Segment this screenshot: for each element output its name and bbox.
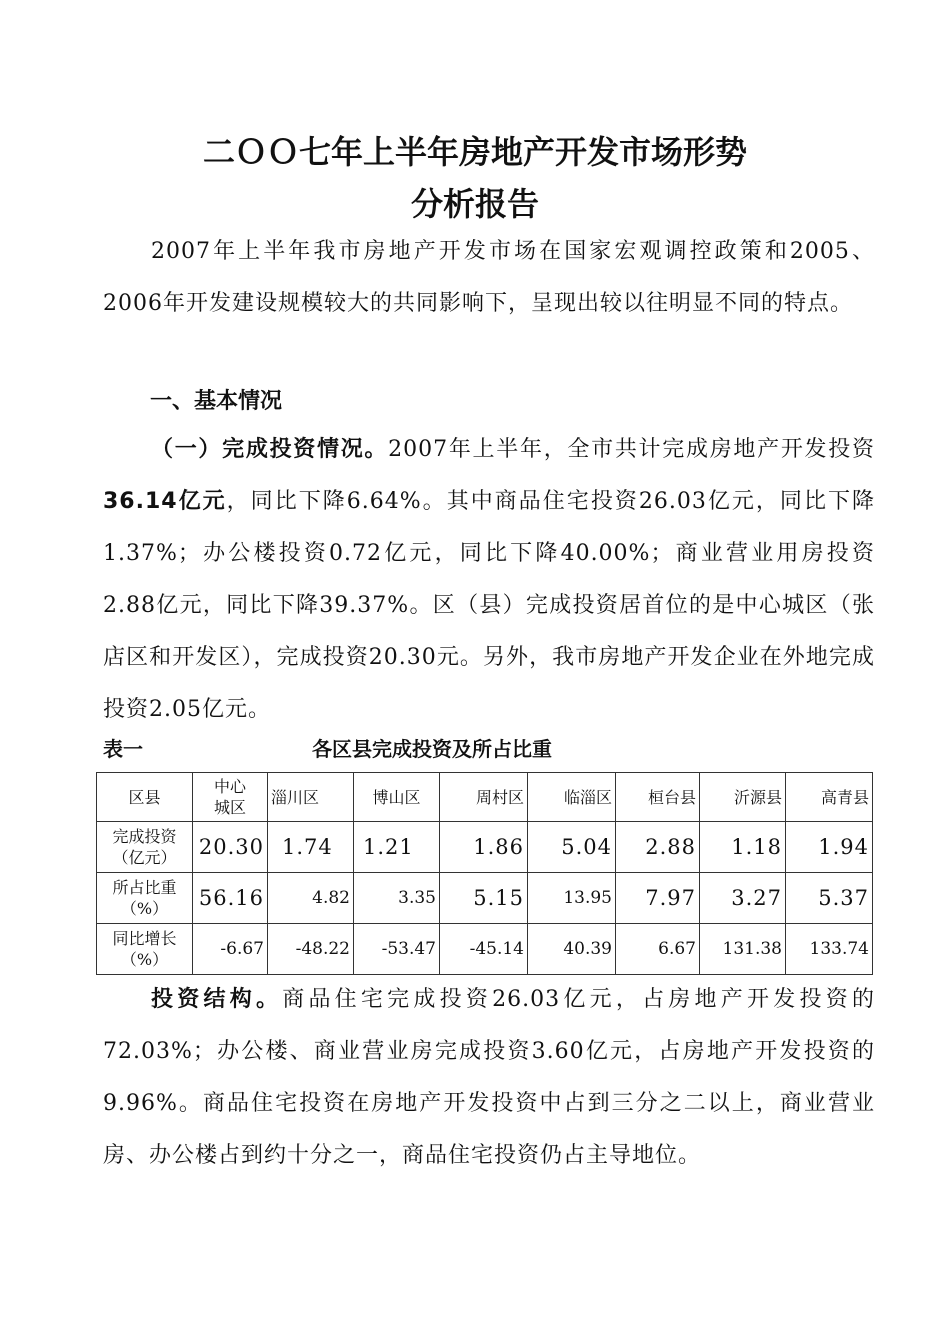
table-cell: 1.86 (440, 822, 528, 873)
table-cell: 1.74 (268, 822, 354, 873)
structure-text: 商品住宅完成投资26.03亿元，占房地产开发投资的72.03%；办公楼、商业营业房完成投资3.60亿元，占房地产开发投资的9.96%。商品住宅投资在房地产开发投资中占到三分之二以上，商业营业房、办公楼占到约十分之一，商品住宅投资仍占主导地位。 (103, 987, 875, 1168)
table-cell: 40.39 (528, 924, 616, 975)
table-caption-title: 各区县完成投资及所占比重 (312, 737, 552, 761)
investment-total-value: 36.14亿元 (103, 489, 227, 514)
structure-subheading: 投资结构。 (151, 987, 283, 1012)
table-header-row (97, 773, 873, 822)
column-header: 高青县 (786, 773, 873, 822)
table-cell: 5.15 (440, 873, 528, 924)
table-cell: 5.04 (528, 822, 616, 873)
table-row (97, 924, 873, 975)
table-cell: 13.95 (528, 873, 616, 924)
investment-paragraph (103, 424, 875, 736)
row-header: 完成投资（亿元） (97, 822, 193, 873)
table-cell: 133.74 (786, 924, 873, 975)
table-row (97, 822, 873, 873)
investment-text-a: 2007年上半年，全市共计完成房地产开发投资 (388, 437, 875, 462)
district-investment-table (96, 772, 873, 975)
table-cell: 2.88 (616, 822, 700, 873)
table-cell: 4.82 (268, 873, 354, 924)
table-row (97, 873, 873, 924)
column-header: 桓台县 (616, 773, 700, 822)
table-cell: 1.18 (700, 822, 786, 873)
table-corner-cell: 区县 (97, 773, 193, 822)
table-cell: -53.47 (354, 924, 440, 975)
table-cell: -45.14 (440, 924, 528, 975)
document-title-line1: 二ＯＯ七年上半年房地产开发市场形势 (202, 133, 747, 171)
document-title-line2: 分析报告 (410, 185, 539, 223)
table-cell: 3.35 (354, 873, 440, 924)
column-header: 周村区 (440, 773, 528, 822)
column-header: 淄川区 (268, 773, 354, 822)
investment-text-b: ，同比下降6.64%。其中商品住宅投资26.03亿元，同比下降1.37%；办公楼投资0.72亿元，同比下降40.00%；商业营业用房投资2.88亿元，同比下降39.37%。区（县）完成投资居首位的是中心城区（张店区和开发区），完成投资20.30元。另外，我市房地产开发企业在外地完成投资2.05亿元。 (103, 489, 875, 722)
table-cell: 1.21 (354, 822, 440, 873)
column-header: 中心城区 (193, 773, 268, 822)
column-header: 临淄区 (528, 773, 616, 822)
column-header: 博山区 (354, 773, 440, 822)
table-cell: 56.16 (193, 873, 268, 924)
column-header: 沂源县 (700, 773, 786, 822)
table-cell: 3.27 (700, 873, 786, 924)
row-header: 同比增长（%） (97, 924, 193, 975)
table-cell: 5.37 (786, 873, 873, 924)
table-caption-number: 表一 (103, 737, 143, 761)
table-cell: 20.30 (193, 822, 268, 873)
table-cell: 7.97 (616, 873, 700, 924)
table-cell: 131.38 (700, 924, 786, 975)
intro-paragraph: 2007年上半年我市房地产开发市场在国家宏观调控政策和2005、2006年开发建设规模较大的共同影响下，呈现出较以往明显不同的特点。 (103, 239, 875, 316)
table-cell: 1.94 (786, 822, 873, 873)
structure-paragraph (103, 974, 875, 1182)
table-cell: -6.67 (193, 924, 268, 975)
investment-subheading: （一）完成投资情况。 (151, 437, 389, 462)
table-cell: 6.67 (616, 924, 700, 975)
table-cell: -48.22 (268, 924, 354, 975)
row-header: 所占比重（%） (97, 873, 193, 924)
table-caption (103, 734, 875, 764)
section-heading-basic: 一、基本情况 (150, 389, 283, 414)
